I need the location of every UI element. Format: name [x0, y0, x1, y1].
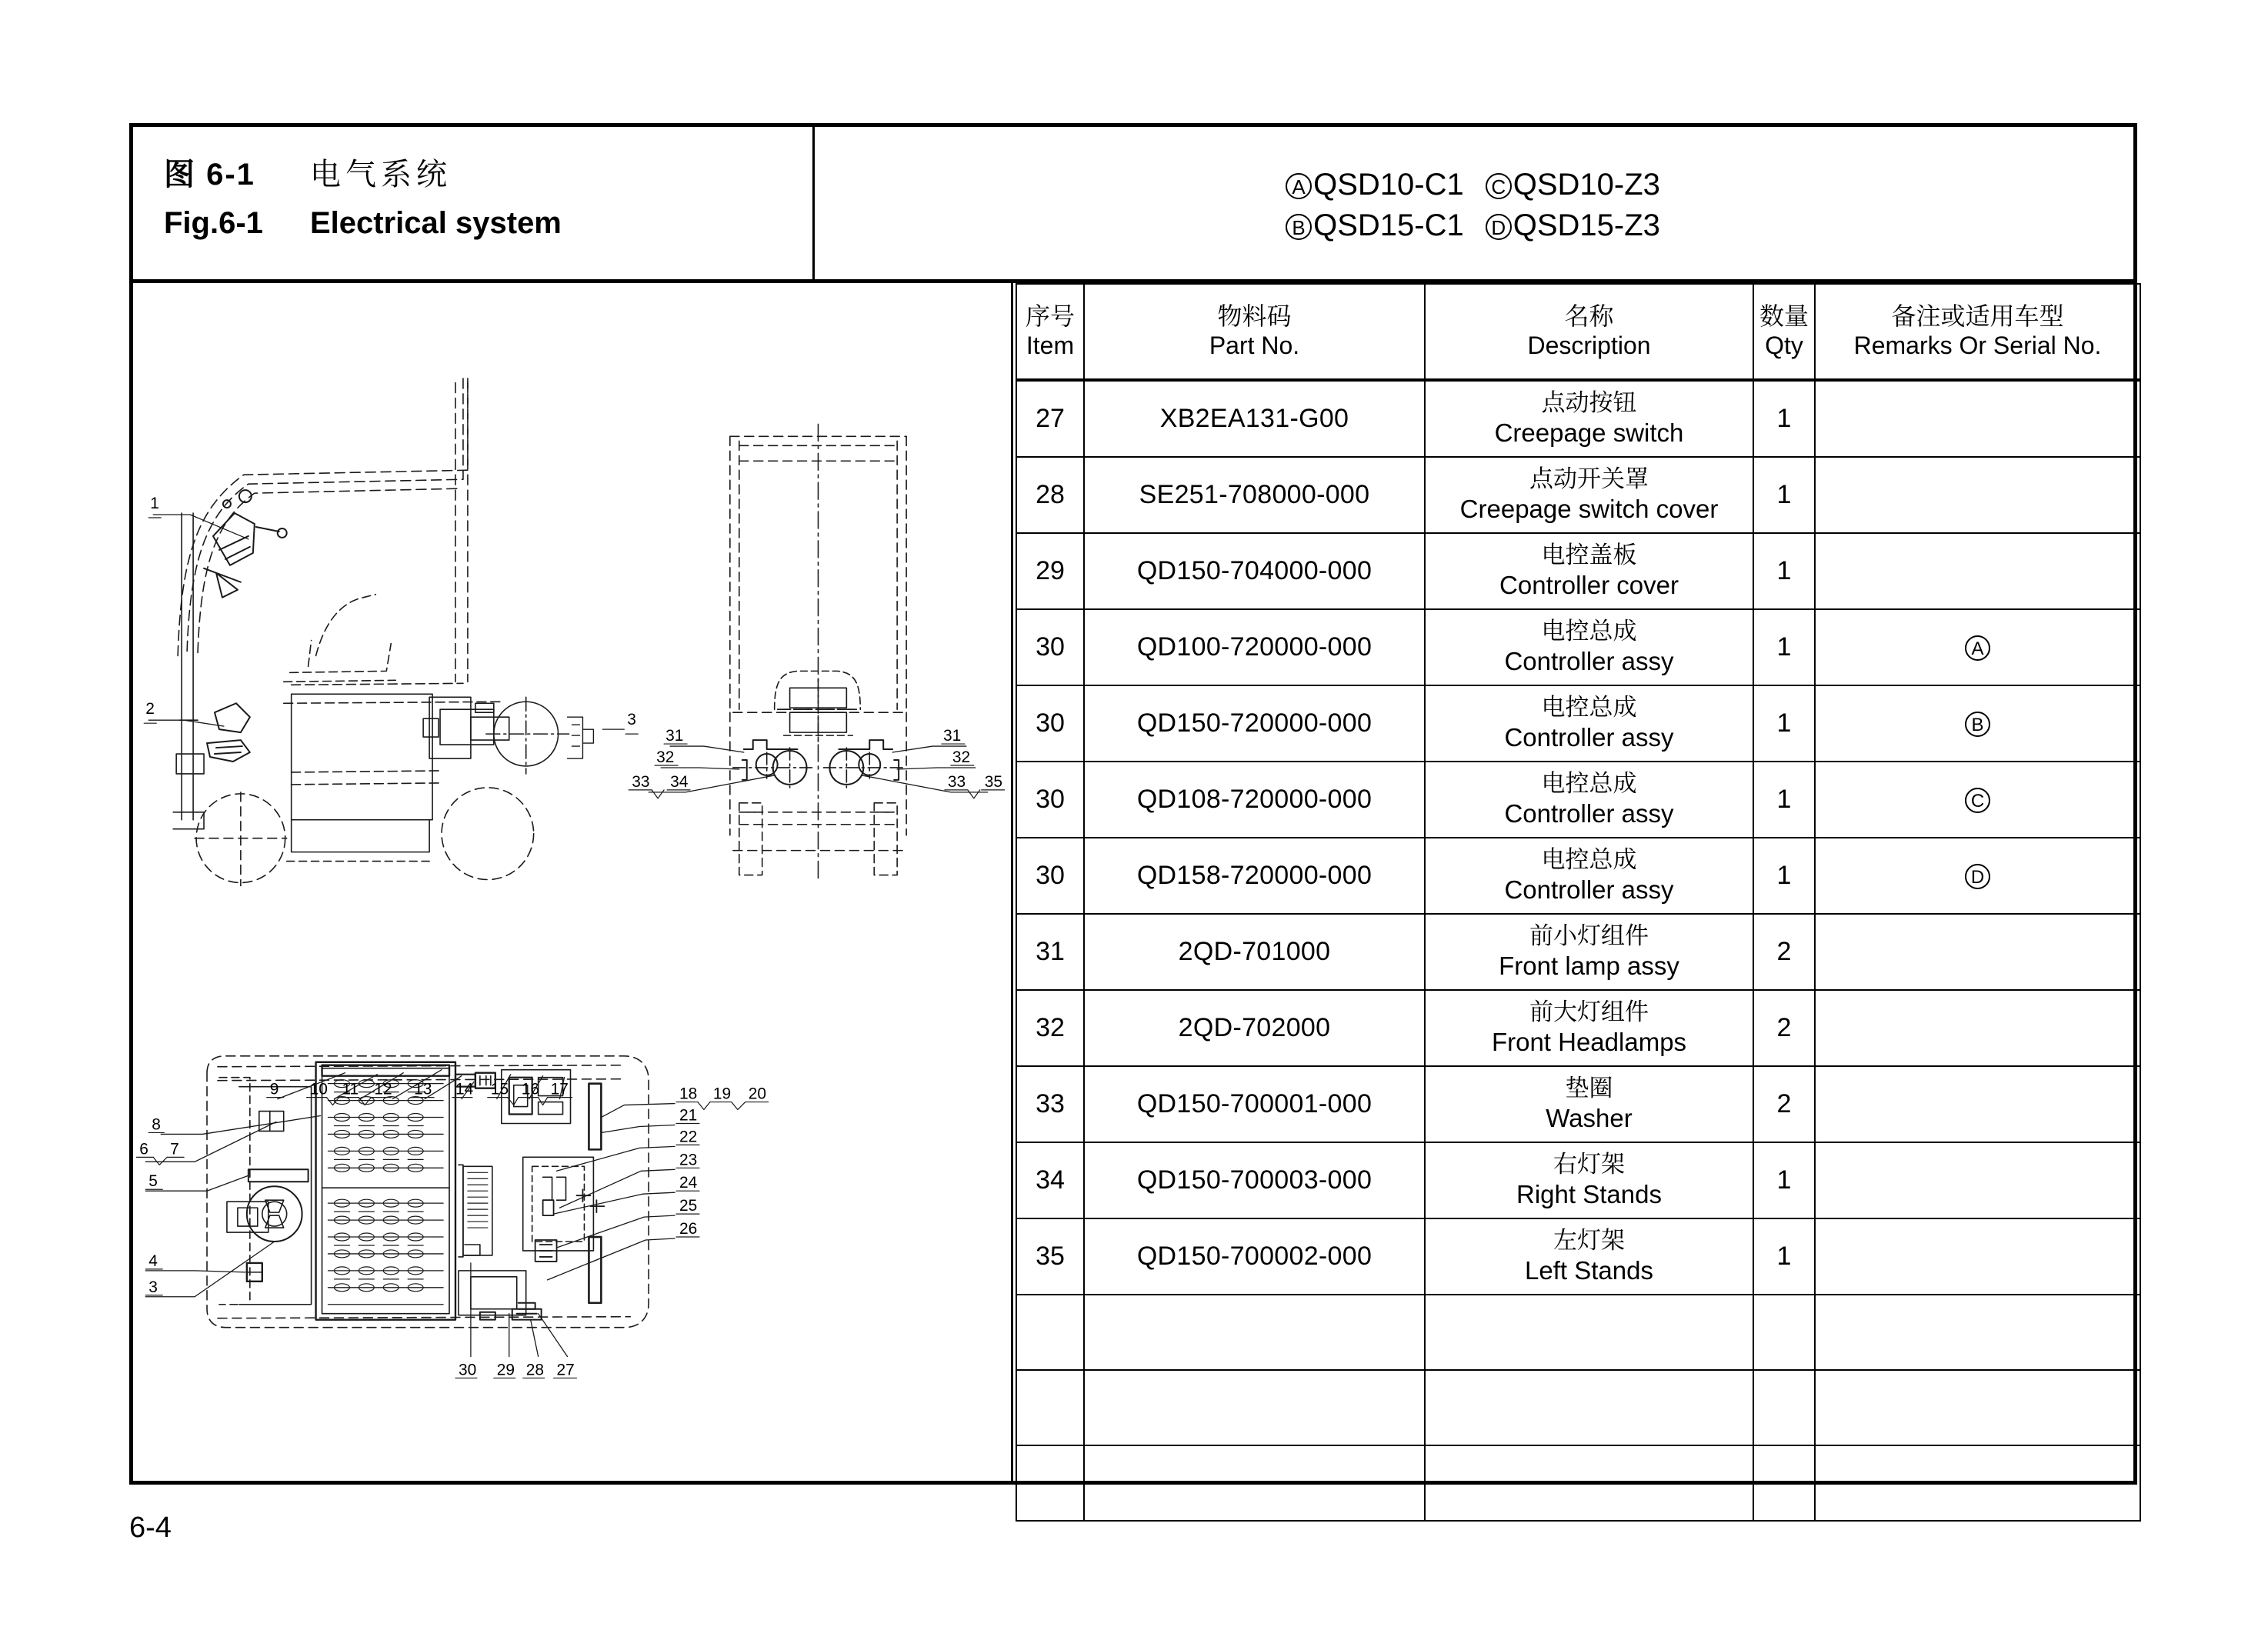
cell-part-no: 2QD-701000	[1084, 914, 1425, 990]
model-mark-badge: D	[1965, 864, 1990, 889]
model-applicability-block	[812, 127, 2133, 283]
table-row	[1016, 1218, 2140, 1295]
table-row	[1016, 990, 2140, 1066]
cell-qty: 1	[1753, 838, 1815, 914]
callout-2: 2	[145, 700, 155, 718]
model-code-c: QSD10-Z3	[1513, 167, 1660, 202]
description-english: Washer	[1546, 1104, 1633, 1133]
description-chinese: 左灯架	[1553, 1227, 1625, 1255]
model-mark-c: C	[1486, 173, 1512, 199]
cell-item: 30	[1016, 838, 1084, 914]
description-english: Right Stands	[1516, 1180, 1662, 1209]
cell-item: 30	[1016, 609, 1084, 685]
column-header-part-no: 物料码 Part No.	[1084, 284, 1425, 380]
cell-part-no: QD150-700003-000	[1084, 1142, 1425, 1218]
drawing-frame	[129, 123, 2137, 1485]
front-callout-35: 35	[984, 772, 1003, 791]
table-row	[1016, 380, 2140, 457]
cell-qty	[1753, 1295, 1815, 1370]
front-callout-31-left: 31	[665, 727, 684, 745]
cell-qty: 2	[1753, 914, 1815, 990]
cell-qty: 2	[1753, 990, 1815, 1066]
side-view-forklift	[144, 375, 638, 886]
cell-description	[1425, 838, 1753, 914]
cell-qty: 1	[1753, 609, 1815, 685]
plan-callout-7: 7	[170, 1140, 179, 1158]
figure-title-cn: 电气系统	[310, 158, 452, 192]
plan-callout-26: 26	[679, 1220, 698, 1238]
plan-callout-22: 22	[679, 1128, 698, 1146]
cell-part-no: QD100-720000-000	[1084, 609, 1425, 685]
column-header-item: 序号 Item	[1016, 284, 1084, 380]
front-callout-31-right: 31	[942, 727, 962, 745]
front-callout-32-right: 32	[952, 748, 971, 766]
table-row	[1016, 1066, 2140, 1142]
description-english: Controller assy	[1504, 723, 1674, 752]
page-number: 6-4	[129, 1512, 172, 1544]
cell-description	[1425, 1218, 1753, 1295]
plan-callout-13: 13	[414, 1080, 432, 1098]
column-header-qty: 数量 Qty	[1753, 284, 1815, 380]
cell-part-no: SE251-708000-000	[1084, 457, 1425, 533]
table-row	[1016, 762, 2140, 838]
cell-item	[1016, 1370, 1084, 1445]
cell-item: 31	[1016, 914, 1084, 990]
table-row	[1016, 457, 2140, 533]
callout-1: 1	[150, 495, 159, 513]
plan-callout-17: 17	[550, 1080, 569, 1098]
model-row-1	[1286, 165, 1660, 205]
plan-view-battery-controller	[136, 1056, 768, 1379]
cell-item: 27	[1016, 380, 1084, 457]
parts-list-table	[1016, 283, 2141, 1522]
cell-description	[1425, 1445, 1753, 1521]
cell-description	[1425, 1066, 1753, 1142]
cell-part-no	[1084, 1370, 1425, 1445]
cell-item: 30	[1016, 685, 1084, 762]
cell-part-no: QD150-700002-000	[1084, 1218, 1425, 1295]
model-mark-badge: C	[1965, 788, 1990, 813]
description-chinese: 前小灯组件	[1529, 922, 1649, 950]
plan-callout-3-plan: 3	[148, 1278, 158, 1296]
cell-part-no: QD158-720000-000	[1084, 838, 1425, 914]
cell-qty: 1	[1753, 1218, 1815, 1295]
cell-item	[1016, 1445, 1084, 1521]
model-row-2	[1286, 205, 1660, 246]
cell-remarks	[1815, 1370, 2140, 1445]
description-english: Controller assy	[1504, 799, 1674, 828]
callout-3-side: 3	[627, 711, 636, 729]
cell-description	[1425, 457, 1753, 533]
plan-callout-11: 11	[342, 1080, 359, 1098]
front-callout-32-left: 32	[656, 748, 675, 766]
table-row-empty	[1016, 1445, 2140, 1521]
description-english: Controller assy	[1504, 647, 1674, 676]
front-callout-33-right: 33	[947, 772, 966, 791]
table-row	[1016, 685, 2140, 762]
model-mark-badge: B	[1965, 712, 1990, 737]
cell-remarks	[1815, 762, 2140, 838]
cell-item: 30	[1016, 762, 1084, 838]
table-row	[1016, 533, 2140, 609]
column-header-description: 名称 Description	[1425, 284, 1753, 380]
model-code-b: QSD15-C1	[1313, 208, 1464, 242]
front-view-forklift	[629, 424, 1004, 881]
title-block	[164, 150, 795, 241]
plan-callout-10: 10	[309, 1080, 328, 1098]
table-row-empty	[1016, 1295, 2140, 1370]
model-mark-d: D	[1486, 214, 1512, 240]
plan-callout-5: 5	[148, 1172, 158, 1191]
description-english: Front lamp assy	[1499, 952, 1679, 981]
cell-qty	[1753, 1370, 1815, 1445]
cell-description	[1425, 990, 1753, 1066]
cell-remarks	[1815, 1445, 2140, 1521]
cell-part-no: QD150-720000-000	[1084, 685, 1425, 762]
cell-description	[1425, 1370, 1753, 1445]
cell-item: 33	[1016, 1066, 1084, 1142]
plan-callout-25: 25	[679, 1197, 698, 1215]
table-row	[1016, 1142, 2140, 1218]
cell-remarks	[1815, 457, 2140, 533]
plan-callout-29: 29	[496, 1361, 515, 1379]
figure-label-cn: 图 6-1	[164, 158, 255, 192]
figure-title-english	[164, 206, 795, 241]
cell-qty: 1	[1753, 533, 1815, 609]
description-chinese: 电控总成	[1541, 618, 1637, 645]
description-chinese: 电控盖板	[1541, 542, 1637, 569]
description-english: Controller assy	[1504, 875, 1674, 905]
description-chinese: 点动开关罩	[1529, 465, 1649, 493]
figure-title-chinese	[164, 150, 795, 194]
cell-remarks	[1815, 533, 2140, 609]
plan-callout-23: 23	[679, 1151, 698, 1169]
cell-remarks	[1815, 685, 2140, 762]
forklift-electrical-drawing	[133, 283, 1011, 1481]
front-callout-34: 34	[670, 772, 689, 791]
cell-item: 35	[1016, 1218, 1084, 1295]
cell-remarks	[1815, 990, 2140, 1066]
description-chinese: 电控总成	[1541, 770, 1637, 798]
figure-label-en: Fig.6-1	[164, 206, 263, 240]
plan-callout-8: 8	[152, 1115, 161, 1134]
header-band	[133, 127, 2133, 283]
cell-description	[1425, 685, 1753, 762]
description-chinese: 右灯架	[1553, 1151, 1625, 1178]
description-english: Creepage switch cover	[1459, 495, 1719, 524]
plan-callout-16: 16	[521, 1080, 539, 1098]
cell-item: 32	[1016, 990, 1084, 1066]
technical-drawing-pane	[133, 283, 1013, 1481]
front-callout-33-left: 33	[632, 772, 650, 791]
cell-remarks	[1815, 838, 2140, 914]
cell-remarks	[1815, 1218, 2140, 1295]
cell-description	[1425, 914, 1753, 990]
cell-description	[1425, 1295, 1753, 1370]
plan-callout-24: 24	[679, 1174, 698, 1192]
plan-callout-12: 12	[374, 1080, 392, 1098]
plan-callout-28: 28	[525, 1361, 544, 1379]
cell-qty	[1753, 1445, 1815, 1521]
parts-table-container	[1016, 283, 2133, 1481]
cell-remarks	[1815, 914, 2140, 990]
cell-item: 34	[1016, 1142, 1084, 1218]
cell-part-no: XB2EA131-G00	[1084, 380, 1425, 457]
model-mark-a: A	[1286, 173, 1312, 199]
cell-description	[1425, 380, 1753, 457]
description-english: Controller cover	[1499, 571, 1679, 600]
description-english: Left Stands	[1525, 1256, 1653, 1285]
model-mark-b: B	[1286, 214, 1312, 240]
description-chinese: 电控总成	[1541, 846, 1637, 874]
model-code-a: QSD10-C1	[1313, 167, 1464, 202]
description-chinese: 垫圈	[1565, 1075, 1613, 1102]
column-header-remarks: 备注或适用车型 Remarks Or Serial No.	[1815, 284, 2140, 380]
description-english: Front Headlamps	[1491, 1028, 1687, 1057]
table-row	[1016, 914, 2140, 990]
table-row	[1016, 838, 2140, 914]
cell-part-no	[1084, 1295, 1425, 1370]
cell-part-no: QD150-700001-000	[1084, 1066, 1425, 1142]
plan-callout-18: 18	[679, 1085, 698, 1103]
cell-remarks	[1815, 1066, 2140, 1142]
description-chinese: 电控总成	[1541, 694, 1637, 722]
description-chinese: 点动按钮	[1541, 389, 1637, 417]
table-header-row	[1016, 284, 2140, 380]
cell-item: 28	[1016, 457, 1084, 533]
plan-callout-4: 4	[148, 1252, 158, 1270]
plan-callout-19: 19	[712, 1085, 732, 1103]
cell-qty: 1	[1753, 380, 1815, 457]
description-english: Creepage switch	[1494, 418, 1684, 448]
cell-description	[1425, 1142, 1753, 1218]
description-chinese: 前大灯组件	[1529, 998, 1649, 1026]
model-code-d: QSD15-Z3	[1513, 208, 1660, 242]
plan-callout-27: 27	[556, 1361, 575, 1379]
table-row-empty	[1016, 1370, 2140, 1445]
cell-item	[1016, 1295, 1084, 1370]
cell-qty: 1	[1753, 685, 1815, 762]
cell-qty: 2	[1753, 1066, 1815, 1142]
table-row	[1016, 609, 2140, 685]
cell-item: 29	[1016, 533, 1084, 609]
model-mark-badge: A	[1965, 635, 1990, 661]
plan-callout-21: 21	[679, 1106, 698, 1125]
cell-part-no: 2QD-702000	[1084, 990, 1425, 1066]
cell-remarks	[1815, 1295, 2140, 1370]
cell-remarks	[1815, 1142, 2140, 1218]
cell-part-no: QD150-704000-000	[1084, 533, 1425, 609]
plan-callout-30: 30	[458, 1361, 477, 1379]
plan-callout-14: 14	[455, 1080, 474, 1098]
plan-callout-6: 6	[139, 1140, 148, 1158]
plan-callout-15: 15	[490, 1080, 509, 1098]
cell-qty: 1	[1753, 1142, 1815, 1218]
cell-qty: 1	[1753, 457, 1815, 533]
cell-remarks	[1815, 380, 2140, 457]
figure-title-en: Electrical system	[310, 206, 562, 240]
plan-callout-9: 9	[269, 1080, 279, 1098]
cell-part-no	[1084, 1445, 1425, 1521]
cell-description	[1425, 762, 1753, 838]
cell-part-no: QD108-720000-000	[1084, 762, 1425, 838]
cell-description	[1425, 609, 1753, 685]
plan-callout-20: 20	[748, 1085, 767, 1103]
cell-description	[1425, 533, 1753, 609]
cell-remarks	[1815, 609, 2140, 685]
cell-qty: 1	[1753, 762, 1815, 838]
